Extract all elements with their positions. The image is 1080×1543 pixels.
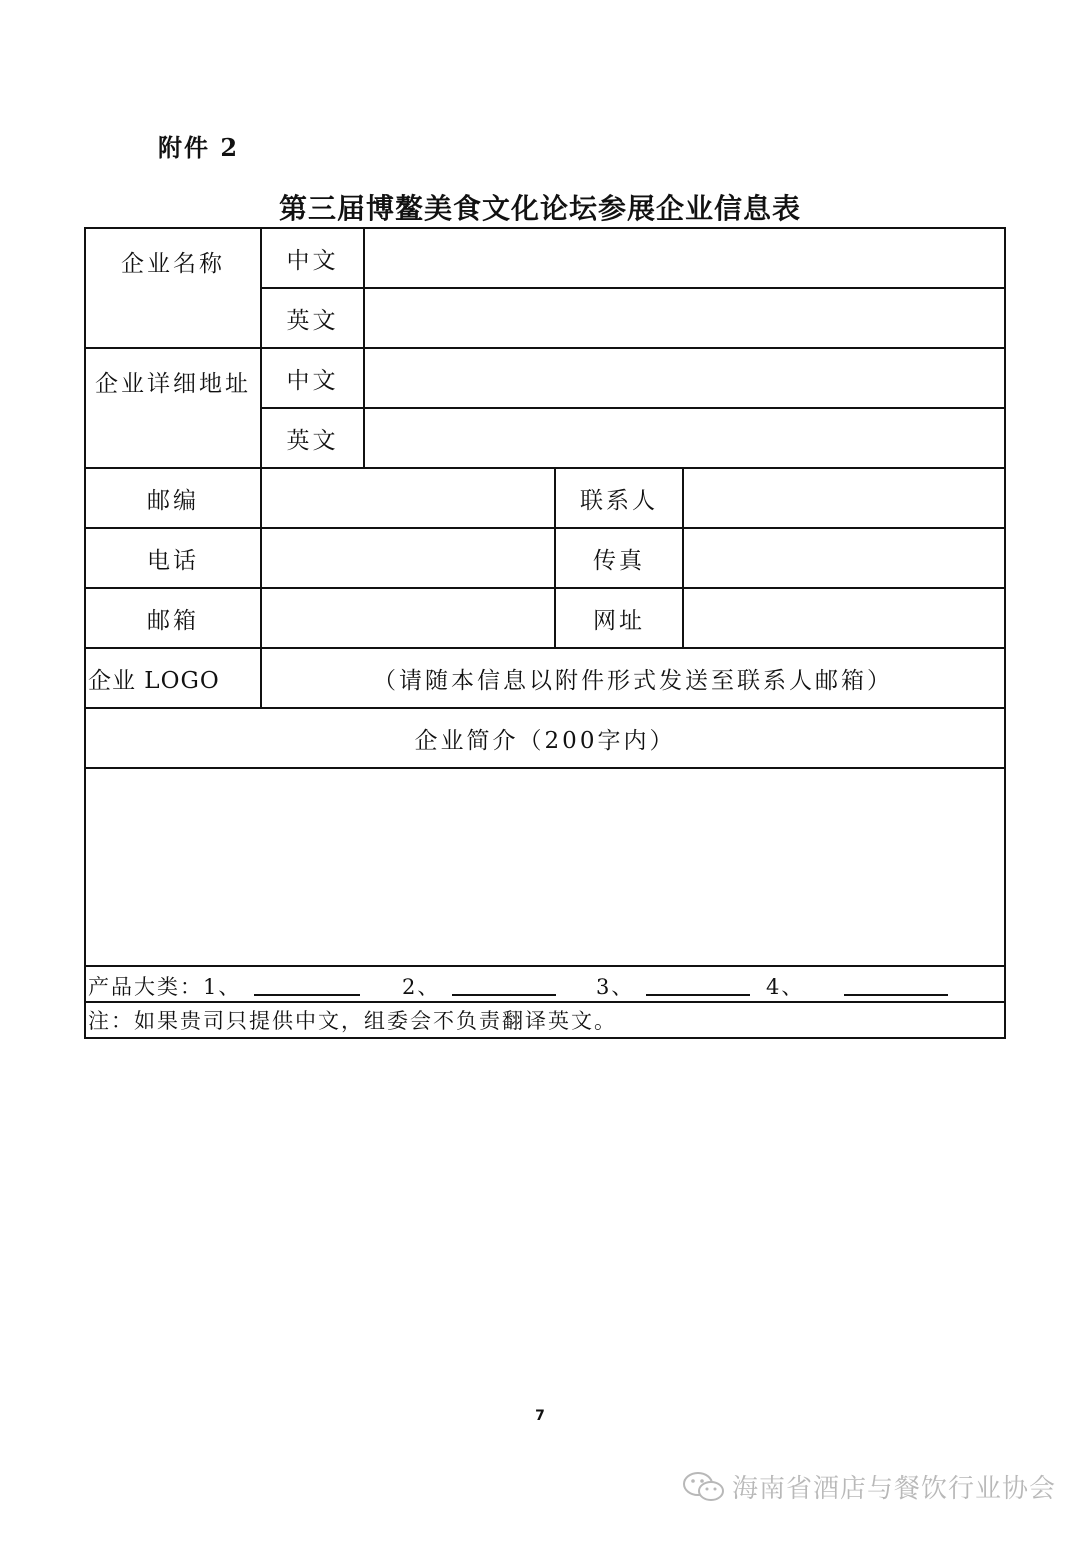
phone-field[interactable] bbox=[262, 529, 556, 589]
category-2-blank[interactable] bbox=[452, 994, 556, 996]
intro-label: 企业简介（200字内） bbox=[86, 709, 1004, 769]
logo-label: 企业 LOGO bbox=[86, 649, 262, 709]
fax-label: 传真 bbox=[556, 529, 684, 589]
attachment-label: 附件 2 bbox=[158, 133, 240, 162]
fax-field[interactable] bbox=[684, 529, 1004, 589]
category-label: 产品大类：1、 bbox=[88, 975, 242, 999]
website-field[interactable] bbox=[684, 589, 1004, 649]
company-name-en-field[interactable] bbox=[365, 289, 1004, 349]
address-cn-label: 中文 bbox=[262, 349, 365, 409]
address-en-field[interactable] bbox=[365, 409, 1004, 469]
info-form-table bbox=[84, 227, 1006, 1039]
address-en-label: 英文 bbox=[262, 409, 365, 469]
company-name-cn-label: 中文 bbox=[262, 229, 365, 289]
category-4-label: 4、 bbox=[766, 975, 805, 999]
page-title: 第三届博鳌美食文化论坛参展企业信息表 bbox=[278, 192, 801, 225]
page-number: 7 bbox=[535, 1408, 545, 1424]
category-4-blank[interactable] bbox=[844, 994, 948, 996]
address-cn-field[interactable] bbox=[365, 349, 1004, 409]
postcode-label: 邮编 bbox=[86, 469, 262, 529]
email-field[interactable] bbox=[262, 589, 556, 649]
contact-field[interactable] bbox=[684, 469, 1004, 529]
watermark-text: 海南省酒店与餐饮行业协会 bbox=[732, 1474, 1057, 1504]
email-label: 邮箱 bbox=[86, 589, 262, 649]
footnote: 注：如果贵司只提供中文，组委会不负责翻译英文。 bbox=[88, 1009, 617, 1033]
category-3-label: 3、 bbox=[596, 975, 635, 999]
contact-label: 联系人 bbox=[556, 469, 684, 529]
watermark bbox=[682, 1468, 1056, 1505]
category-3-blank[interactable] bbox=[646, 994, 750, 996]
category-2-label: 2、 bbox=[402, 975, 441, 999]
category-1-blank[interactable] bbox=[254, 994, 360, 996]
logo-note: （请随本信息以附件形式发送至联系人邮箱） bbox=[262, 649, 1004, 709]
intro-field[interactable] bbox=[86, 769, 1004, 967]
wechat-icon bbox=[682, 1470, 726, 1504]
company-name-en-label: 英文 bbox=[262, 289, 365, 349]
company-name-label: 企业名称 bbox=[86, 229, 262, 349]
postcode-field[interactable] bbox=[262, 469, 556, 529]
company-name-cn-field[interactable] bbox=[365, 229, 1004, 289]
category-row bbox=[86, 967, 1004, 1003]
phone-label: 电话 bbox=[86, 529, 262, 589]
address-label: 企业详细地址 bbox=[86, 349, 262, 469]
website-label: 网址 bbox=[556, 589, 684, 649]
